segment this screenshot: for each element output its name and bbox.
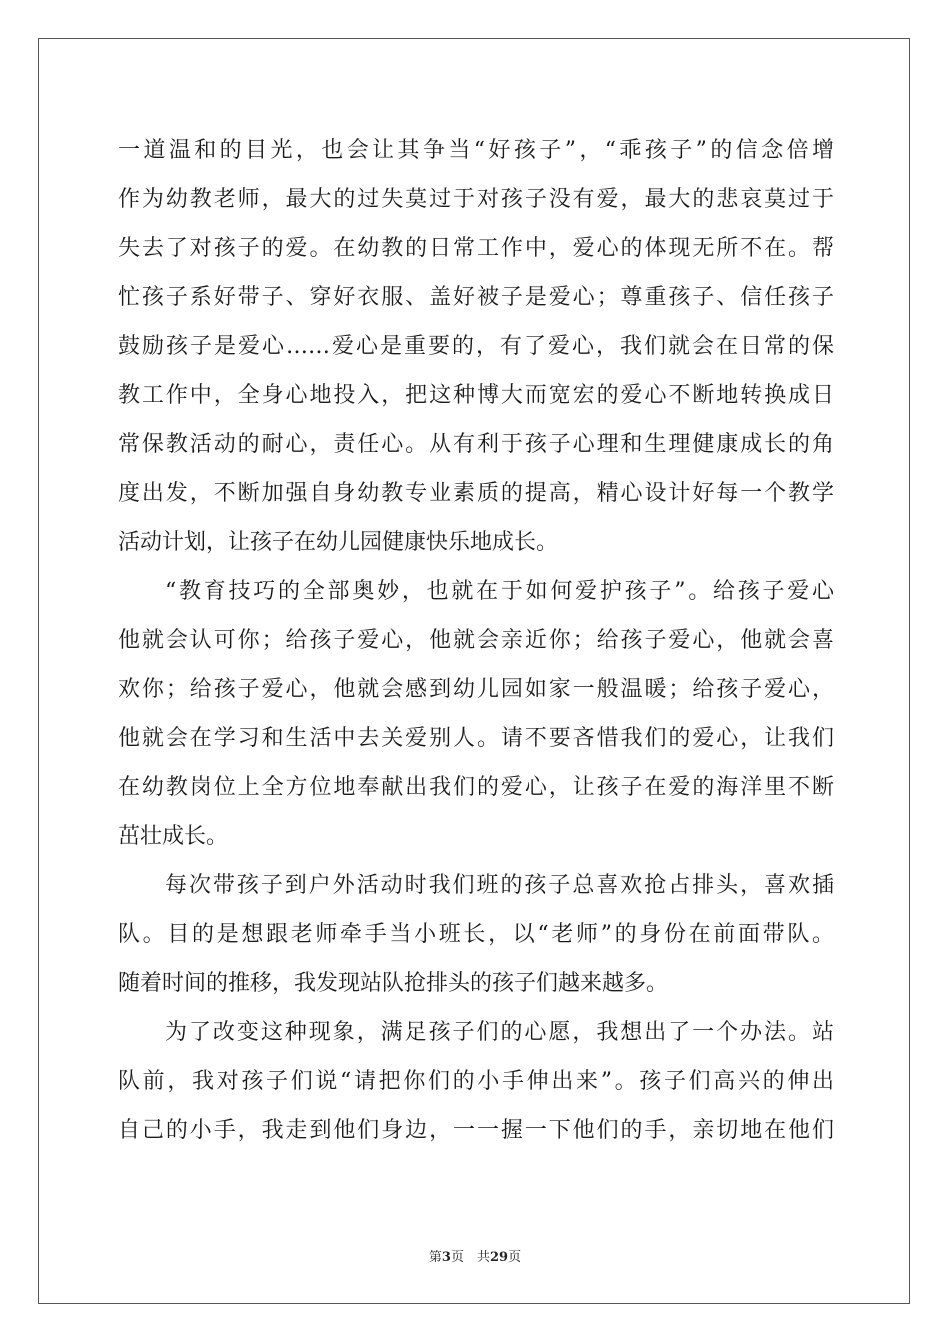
text-line: 他就会在学习和生活中去关爱别人。请不要吝惜我们的爱心，让我们 (118, 726, 834, 751)
text-line: 随着时间的推移，我发现站队抢排头的孩子们越来越多。 (118, 971, 669, 996)
text-line: 教工作中，全身心地投入，把这种博大而宽宏的爱心不断地转换成日 (118, 383, 834, 408)
text-line: 鼓励孩子是爱心……爱心是重要的，有了爱心，我们就会在日常的保 (118, 334, 834, 359)
page-prefix: 第 (428, 1250, 442, 1265)
text-line: “教育技巧的全部奥妙，也就在于如何爱护孩子”。给孩子爱心 (165, 579, 834, 604)
text-line: 失去了对孩子的爱。在幼教的日常工作中，爱心的体现无所不在。帮 (118, 236, 834, 261)
text-line: 忙孩子系好带子、穿好衣服、盖好被子是爱心；尊重孩子、信任孩子 (118, 285, 834, 310)
page-mid: 页 共 (450, 1250, 490, 1265)
total-pages-number: 29 (489, 1250, 509, 1265)
paragraph (118, 126, 834, 567)
text-line: 度出发，不断加强自身幼教专业素质的提高，精心设计好每一个教学 (118, 481, 834, 506)
text-line: 茁壮成长。 (118, 824, 229, 849)
current-page-number: 3 (441, 1250, 451, 1265)
page-suffix: 页 (508, 1250, 522, 1265)
page-footer (0, 1246, 950, 1265)
text-line: 他就会认可你；给孩子爱心，他就会亲近你；给孩子爱心，他就会喜 (118, 628, 834, 653)
text-line: 为了改变这种现象，满足孩子们的心愿，我想出了一个办法。站 (165, 1020, 834, 1045)
text-line: 在幼教岗位上全方位地奉献出我们的爱心，让孩子在爱的海洋里不断 (118, 775, 834, 800)
paragraph (118, 1008, 834, 1155)
text-line: 常保教活动的耐心，责任心。从有利于孩子心理和生理健康成长的角 (118, 432, 834, 457)
text-line: 活动计划，让孩子在幼儿园健康快乐地成长。 (118, 530, 559, 555)
text-line: 一道温和的目光，也会让其争当“好孩子”，“乖孩子”的信念倍增 (118, 138, 834, 163)
text-line: 自己的小手，我走到他们身边，一一握一下他们的手，亲切地在他们 (118, 1118, 834, 1143)
paragraph (118, 861, 834, 1008)
document-body (118, 126, 834, 1155)
text-line: 作为幼教老师，最大的过失莫过于对孩子没有爱，最大的悲哀莫过于 (118, 187, 834, 212)
text-line: 队。目的是想跟老师牵手当小班长，以“老师”的身份在前面带队。 (118, 922, 834, 947)
text-line: 每次带孩子到户外活动时我们班的孩子总喜欢抢占排头，喜欢插 (165, 873, 834, 898)
paragraph (118, 567, 834, 861)
text-line: 队前，我对孩子们说“请把你们的小手伸出来”。孩子们高兴的伸出 (118, 1069, 834, 1094)
text-line: 欢你；给孩子爱心，他就会感到幼儿园如家一般温暖；给孩子爱心， (118, 677, 834, 702)
